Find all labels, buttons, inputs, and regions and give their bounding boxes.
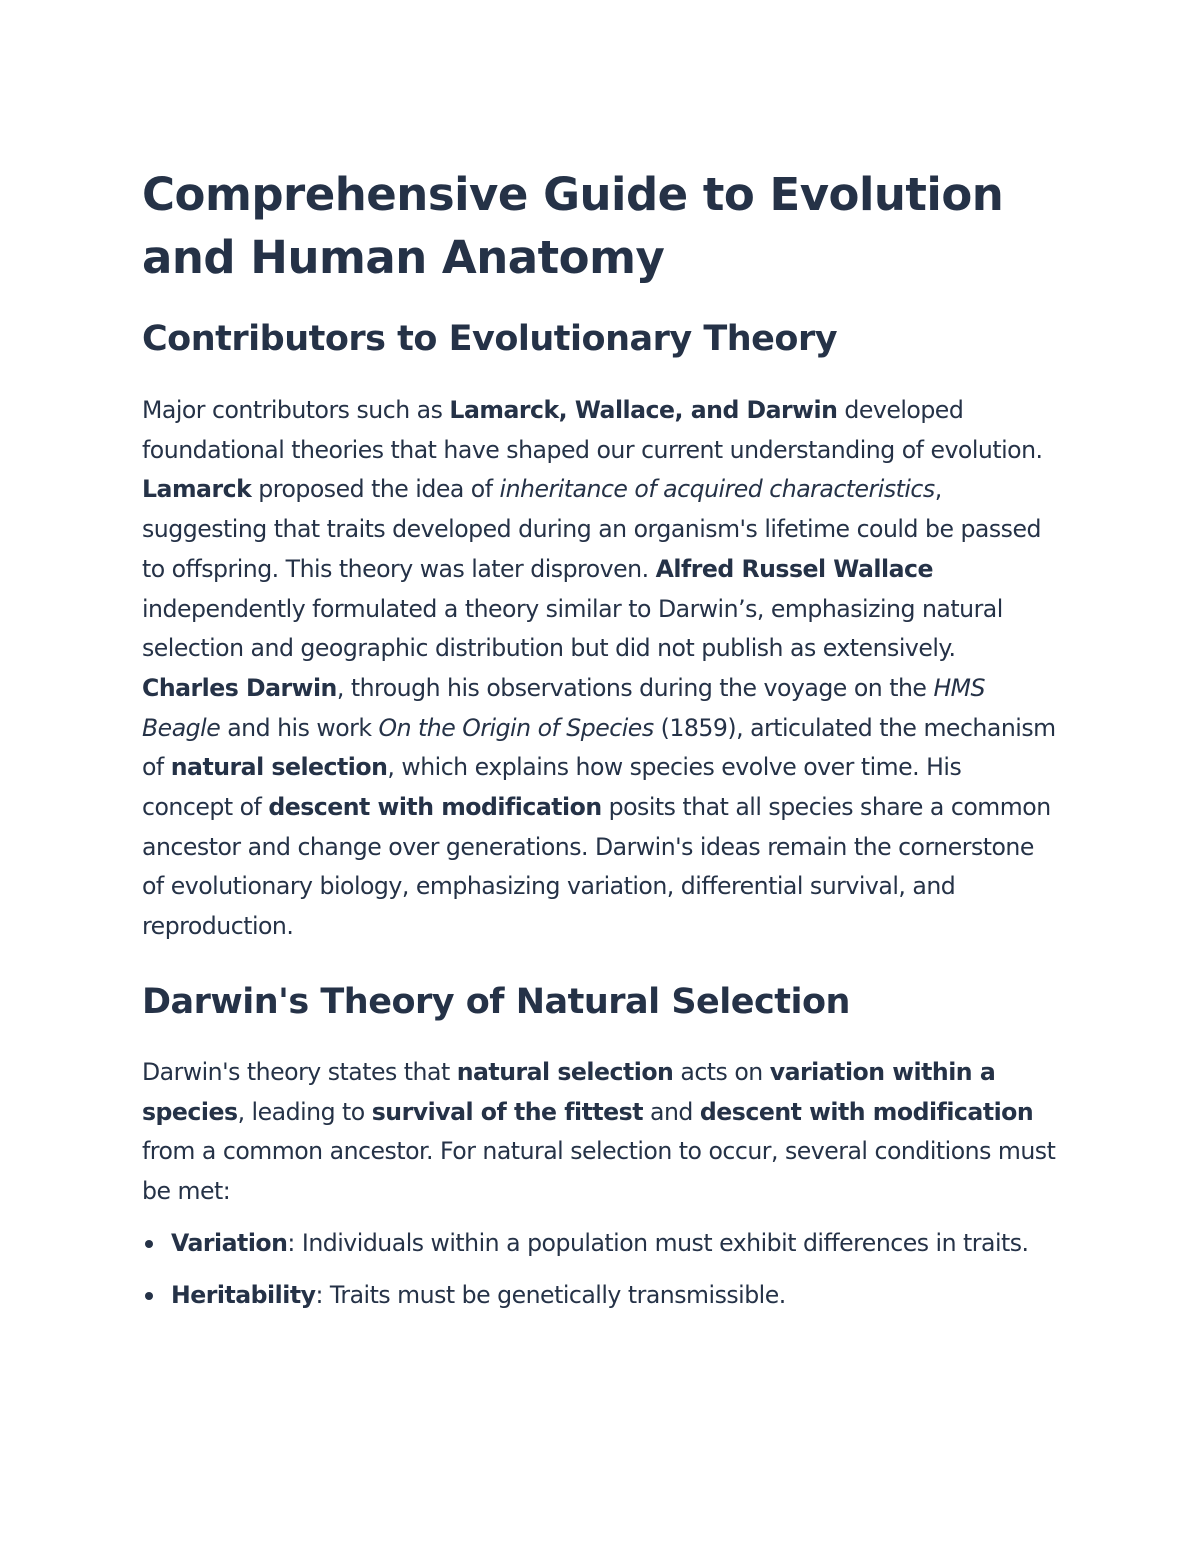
bold-run: survival of the fittest (371, 1097, 644, 1126)
text-run: , which explains how species evolve over time. His concept of (142, 753, 962, 822)
list-item-term: Variation (171, 1228, 288, 1257)
conditions-list (142, 1224, 1058, 1316)
text-run: and (643, 1097, 700, 1126)
section-heading-contributors: Contributors to Evolutionary Theory (142, 319, 838, 359)
bold-run: natural selection (170, 753, 388, 782)
italic-run: inheritance of acquired characteristics (499, 475, 935, 504)
text-run: independently formulated a theory similar to Darwin’s, emphasizing natural selection and geographic distribution but did not publish as extensively. (142, 594, 1003, 663)
italic-run: On the Origin of Species (378, 713, 654, 742)
text-run: Darwin's theory states that (142, 1057, 457, 1086)
text-run: acts on (673, 1057, 770, 1086)
document-title: Comprehensive Guide to Evolution and Human Anatomy (142, 168, 1004, 284)
text-run: from a common ancestor. For natural selection to occur, several conditions must be met: (142, 1137, 1056, 1205)
text-run: and his work (220, 713, 379, 742)
section-heading-natural-selection: Darwin's Theory of Natural Selection (142, 981, 850, 1022)
bold-run: Charles Darwin (142, 673, 337, 702)
bold-run: descent with modification (699, 1097, 1034, 1126)
bullet-icon (145, 1292, 153, 1300)
list-item-text: : Individuals within a population must exhibit differences in traits. (287, 1228, 1029, 1257)
section-paragraph-contributors (142, 391, 1058, 947)
text-run: proposed the idea of (251, 475, 500, 504)
text-run: (1859), articulated the mechanism of (142, 713, 1056, 782)
bold-run: variation within a species (142, 1057, 996, 1126)
list-item-term: Heritability (171, 1281, 316, 1310)
list-item-text: : Traits must be genetically transmissible. (315, 1281, 786, 1310)
bold-run: natural selection (456, 1057, 674, 1086)
text-run: , leading to (237, 1097, 372, 1126)
text-run: , through his observations during the voyage on the (336, 673, 934, 702)
text-run: Major contributors such as (142, 396, 450, 424)
bullet-icon (145, 1240, 153, 1248)
bold-run: descent with modification (268, 793, 602, 822)
text-run: developed foundational theories that have shaped our current understanding of evolution. (142, 396, 1043, 464)
italic-run: HMS Beagle (142, 673, 986, 742)
section-paragraph-natural-selection (142, 1053, 1058, 1212)
bold-run: Lamarck, Wallace, and Darwin (449, 396, 838, 424)
list-item (142, 1276, 1058, 1316)
bold-run: Alfred Russel Wallace (655, 554, 933, 583)
text-run: , suggesting that traits developed during an organism's lifetime could be passed to offspring. This theory was later disproven. (142, 475, 1041, 583)
list-item (142, 1224, 1058, 1264)
text-run: posits that all species share a common ancestor and change over generations. Darwin's ideas remain the cornerstone of evolutionary biology, emphasizing variation, differential survival, and reproduction. (142, 793, 1051, 941)
bold-run: Lamarck (142, 475, 252, 504)
